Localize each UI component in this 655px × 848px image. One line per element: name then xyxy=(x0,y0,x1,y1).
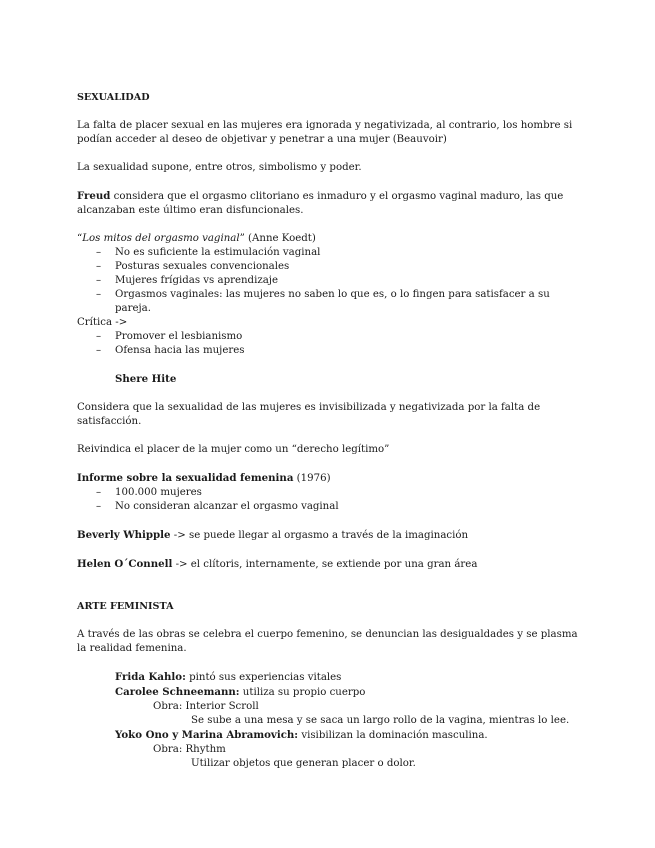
oconnell-text: -> el clítoris, internamente, se extiende por una gran área xyxy=(172,559,478,570)
paragraph-hite-2: Reivindica el placer de la mujer como un “derecho legítimo” xyxy=(77,444,390,455)
ono-obra: Obra: Rhythm xyxy=(153,744,226,755)
list-item: – Orgasmos vaginales: las mujeres no saben lo que es, o lo fingen para satisfacer a su pareja. xyxy=(77,288,582,316)
paragraph-beauvoir: La falta de placer sexual en las mujeres era ignorada y negativizada, al contrario, los hombre si podían acceder al deseo de objetivar y penetrar a una mujer (Beauvoir) xyxy=(77,120,573,145)
artist-schneemann xyxy=(77,685,582,700)
paragraph-oconnell xyxy=(77,557,582,572)
document-page xyxy=(77,91,582,771)
artist-ono-abramovich xyxy=(77,728,582,743)
list-item: – Posturas sexuales convencionales xyxy=(77,260,582,274)
paragraph-hite-1: Considera que la sexualidad de las mujeres es invisibilizada y negativizada por la falta de satisfacción. xyxy=(77,402,541,427)
koedt-quote-open: “ xyxy=(77,233,83,244)
koedt-heading xyxy=(77,232,582,246)
kahlo-name: Frida Kahlo: xyxy=(115,671,186,683)
section-title-arte: ARTE FEMINISTA xyxy=(77,601,174,612)
informe-heading xyxy=(77,471,582,486)
list-item: – No es suficiente la estimulación vaginal xyxy=(77,246,582,260)
hite-heading xyxy=(77,372,582,387)
list-item: – Promover el lesbianismo xyxy=(77,330,582,344)
koedt-list xyxy=(77,246,582,316)
informe-list xyxy=(77,486,582,514)
list-item: – Ofensa hacia las mujeres xyxy=(77,344,582,358)
paragraph-arte-intro: A través de las obras se celebra el cuerpo femenino, se denuncian las desigualdades y se plasma la realidad femenina. xyxy=(77,629,578,654)
paragraph-freud xyxy=(77,189,582,218)
informe-year: (1976) xyxy=(293,473,331,484)
koedt-author: ” (Anne Koedt) xyxy=(239,233,316,244)
schneemann-text: utiliza su propio cuerpo xyxy=(239,687,366,698)
oconnell-name: Helen O´Connell xyxy=(77,558,173,570)
whipple-text: -> se puede llegar al orgasmo a través de la imaginación xyxy=(170,530,469,541)
list-item: – 100.000 mujeres xyxy=(77,486,582,500)
paragraph-whipple xyxy=(77,528,582,543)
critica-label: Crítica -> xyxy=(77,317,128,328)
hite-name: Shere Hite xyxy=(115,373,177,385)
freud-text: considera que el orgasmo clitoriano es inmaduro y el orgasmo vaginal maduro, las que alcanzaban este último eran disfuncionales. xyxy=(77,191,564,216)
list-item: – Mujeres frígidas vs aprendizaje xyxy=(77,274,582,288)
informe-title: Informe sobre la sexualidad femenina xyxy=(77,472,294,484)
freud-name: Freud xyxy=(77,190,111,202)
kahlo-text: pintó sus experiencias vitales xyxy=(185,672,342,683)
list-item: – No consideran alcanzar el orgasmo vaginal xyxy=(77,500,582,514)
ono-name: Yoko Ono y Marina Abramovich: xyxy=(115,729,299,741)
schneemann-obra: Obra: Interior Scroll xyxy=(153,701,259,712)
koedt-title: Los mitos del orgasmo vaginal xyxy=(82,233,240,244)
artist-kahlo xyxy=(77,670,582,685)
schneemann-name: Carolee Schneemann: xyxy=(115,686,240,698)
critica-list xyxy=(77,330,582,358)
schneemann-desc: Se sube a una mesa y se saca un largo rollo de la vagina, mientras lo lee. xyxy=(191,715,570,726)
ono-text: visibilizan la dominación masculina. xyxy=(298,730,488,741)
section-title-sexualidad: SEXUALIDAD xyxy=(77,92,150,103)
paragraph-simbolismo: La sexualidad supone, entre otros, simbolismo y poder. xyxy=(77,162,362,173)
whipple-name: Beverly Whipple xyxy=(77,529,171,541)
ono-desc: Utilizar objetos que generan placer o dolor. xyxy=(191,758,416,769)
